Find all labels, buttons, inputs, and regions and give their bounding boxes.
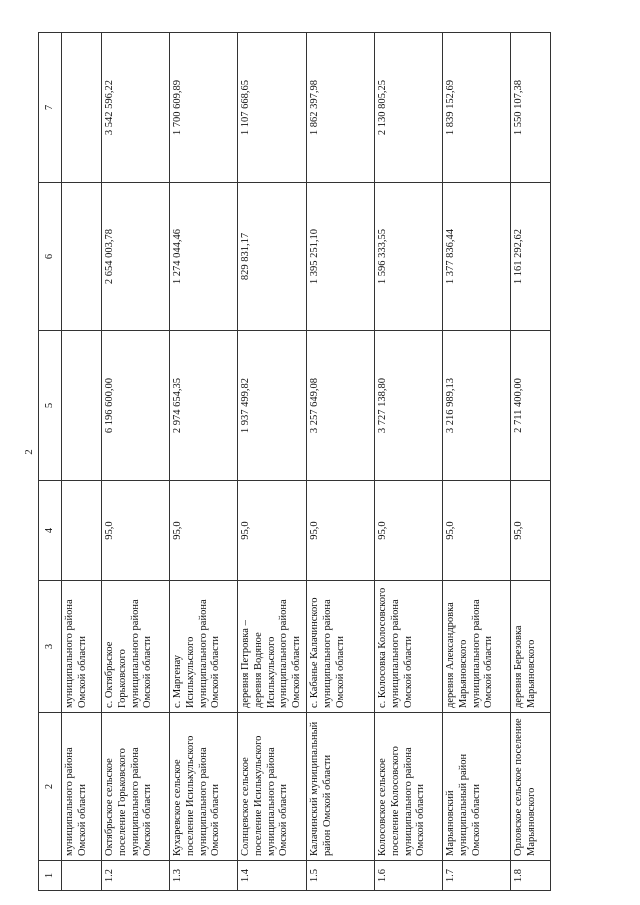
location-cell: с. Октябрьское Горьковского муниципального района Омской области	[102, 581, 170, 713]
table-row	[306, 33, 374, 891]
table-row	[62, 33, 102, 891]
percent-cell: 95,0	[510, 481, 550, 581]
location-cell: с. Кабанье Калачинского муниципального района Омской области	[306, 581, 374, 713]
amount-cell	[62, 183, 102, 331]
table-row	[102, 33, 170, 891]
percent-cell	[62, 481, 102, 581]
header-cell: 7	[39, 33, 62, 183]
municipality-cell: муниципального района Омской области	[62, 713, 102, 861]
header-row	[39, 33, 62, 891]
amount-cell: 3 727 138,80	[374, 331, 442, 481]
amount-cell: 1 862 397,98	[306, 33, 374, 183]
amount-cell: 6 196 600,00	[102, 331, 170, 481]
amount-cell: 2 711 400,00	[510, 331, 550, 481]
amount-cell: 2 974 654,35	[170, 331, 238, 481]
amount-cell: 1 839 152,69	[442, 33, 510, 183]
amount-cell: 3 257 649,08	[306, 331, 374, 481]
header-cell: 3	[39, 581, 62, 713]
row-number: 1.8	[510, 861, 550, 891]
table-row	[238, 33, 307, 891]
row-number: 1.7	[442, 861, 510, 891]
table-row	[510, 33, 550, 891]
header-cell: 2	[39, 713, 62, 861]
amount-cell: 1 161 292,62	[510, 183, 550, 331]
percent-cell: 95,0	[374, 481, 442, 581]
municipality-cell: Калачинский муниципальный район Омской области	[306, 713, 374, 861]
row-number	[62, 861, 102, 891]
row-number: 1.4	[238, 861, 307, 891]
row-number: 1.2	[102, 861, 170, 891]
header-cell: 5	[39, 331, 62, 481]
municipality-cell: Орловское сельское поселение Марьяновского	[510, 713, 550, 861]
amount-cell: 1 274 044,46	[170, 183, 238, 331]
header-cell: 1	[39, 861, 62, 891]
percent-cell: 95,0	[442, 481, 510, 581]
row-number: 1.6	[374, 861, 442, 891]
page-number: 2	[22, 449, 35, 455]
municipality-cell: Марьяновский муниципальный район Омской области	[442, 713, 510, 861]
municipality-cell: Колосовское сельское поселение Колосовского муниципального района Омской области	[374, 713, 442, 861]
table-row	[374, 33, 442, 891]
amount-cell: 3 542 596,22	[102, 33, 170, 183]
amount-cell: 829 831,17	[238, 183, 307, 331]
municipality-cell: Солнцевское сельское поселение Исилькульского муниципального района Омской области	[238, 713, 307, 861]
data-table	[38, 32, 551, 891]
percent-cell: 95,0	[170, 481, 238, 581]
municipality-cell: Кухаревское сельское поселение Исилькульского муниципального района Омской области	[170, 713, 238, 861]
location-cell: деревня Петровка – деревня Водяное Исилькульского муниципального района Омской области	[238, 581, 307, 713]
location-cell: деревня Александровка Марьяновского муниципального района Омской области	[442, 581, 510, 713]
amount-cell: 2 654 003,78	[102, 183, 170, 331]
amount-cell: 1 395 251,10	[306, 183, 374, 331]
table-row	[442, 33, 510, 891]
amount-cell	[62, 331, 102, 481]
amount-cell	[62, 33, 102, 183]
amount-cell: 1 107 668,65	[238, 33, 307, 183]
location-cell: муниципального района Омской области	[62, 581, 102, 713]
amount-cell: 1 550 107,38	[510, 33, 550, 183]
amount-cell: 1 596 333,55	[374, 183, 442, 331]
location-cell: с. Колосовка Колосовского муниципального района Омской области	[374, 581, 442, 713]
municipality-cell: Октябрьское сельское поселение Горьковского муниципального района Омской области	[102, 713, 170, 861]
header-cell: 6	[39, 183, 62, 331]
amount-cell: 2 130 805,25	[374, 33, 442, 183]
rotated-page	[38, 13, 610, 891]
location-cell: деревня Березовка Марьяновского	[510, 581, 550, 713]
amount-cell: 1 937 499,82	[238, 331, 307, 481]
location-cell: с. Маргенау Исилькульского муниципального района Омской области	[170, 581, 238, 713]
amount-cell: 1 377 836,44	[442, 183, 510, 331]
row-number: 1.3	[170, 861, 238, 891]
header-cell: 4	[39, 481, 62, 581]
row-number: 1.5	[306, 861, 374, 891]
percent-cell: 95,0	[238, 481, 307, 581]
percent-cell: 95,0	[102, 481, 170, 581]
table-row	[170, 33, 238, 891]
amount-cell: 1 700 609,89	[170, 33, 238, 183]
amount-cell: 3 216 989,13	[442, 331, 510, 481]
percent-cell: 95,0	[306, 481, 374, 581]
